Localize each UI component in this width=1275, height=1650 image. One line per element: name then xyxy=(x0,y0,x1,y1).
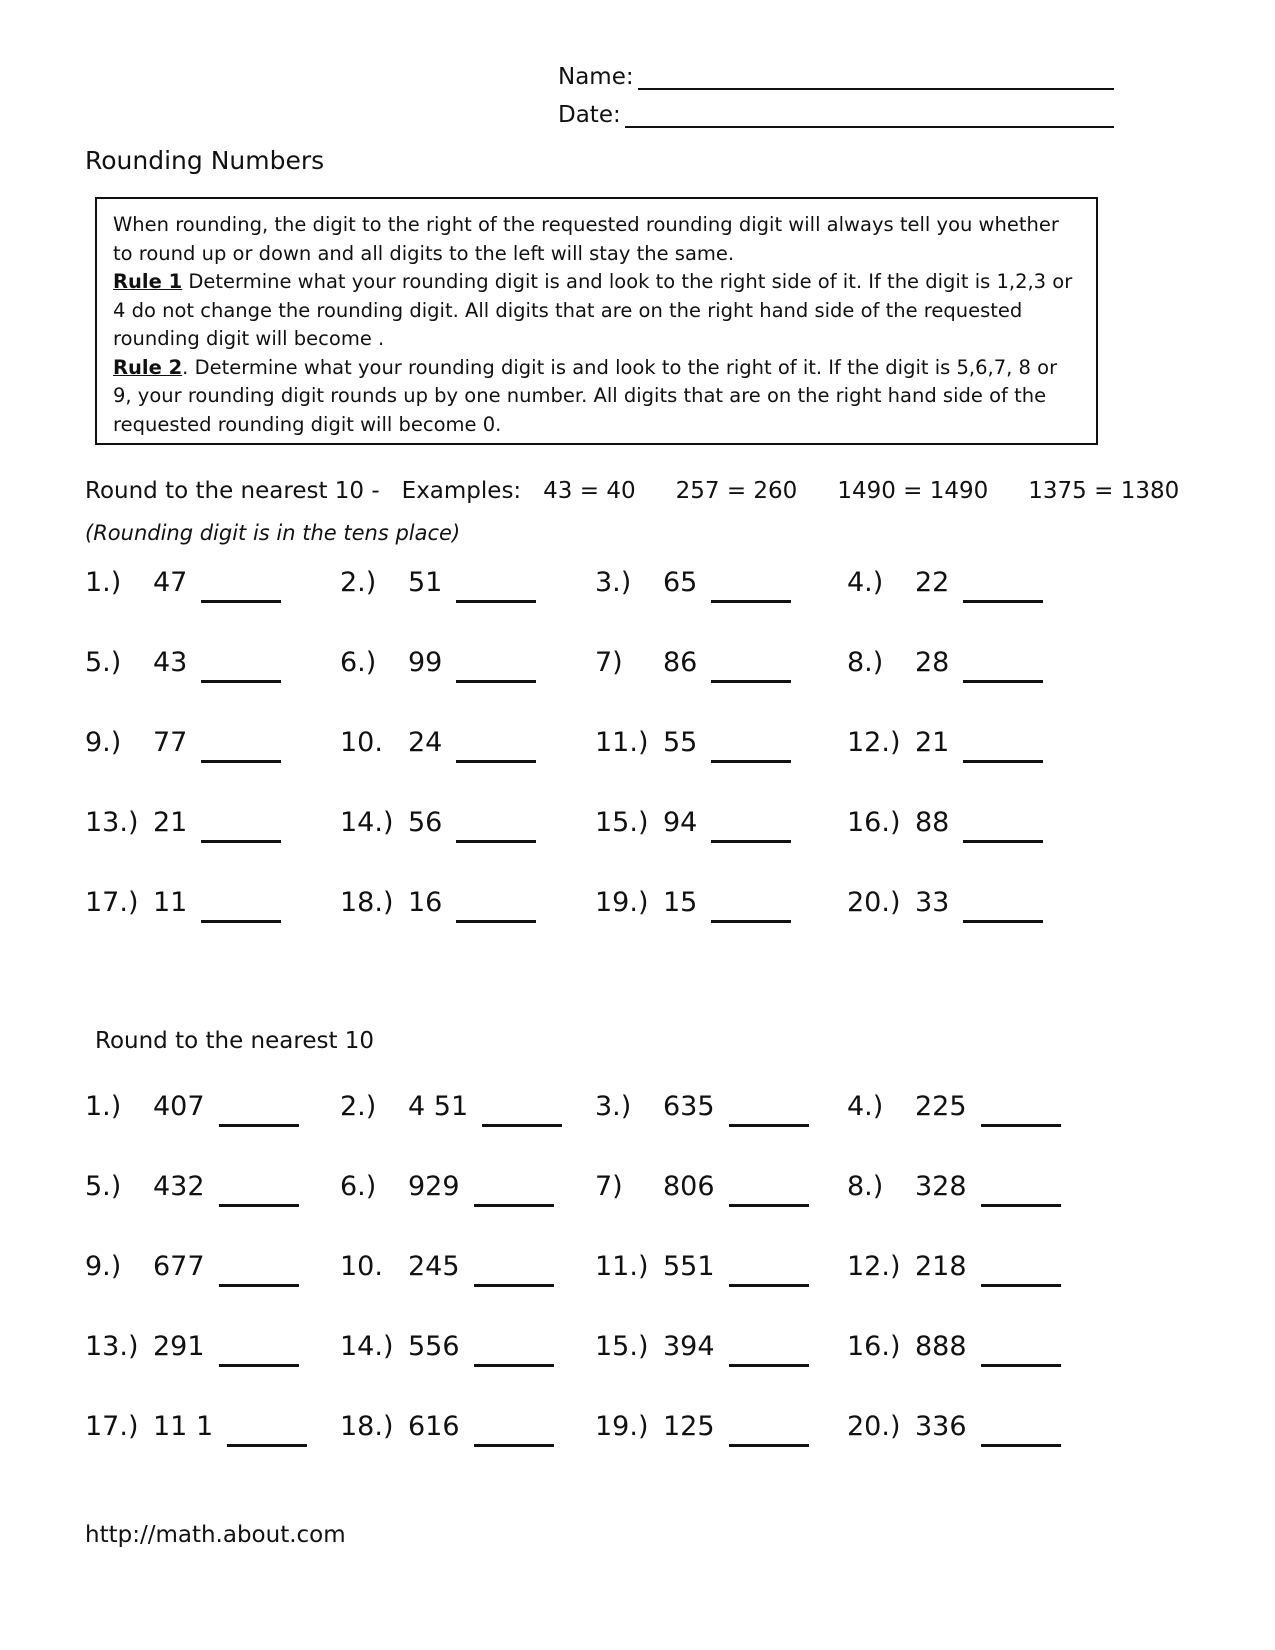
problem-item xyxy=(847,1166,1127,1202)
problem-label: 15.) xyxy=(595,1331,649,1362)
problem-label: 17.) xyxy=(85,887,139,918)
example-1: 43 = 40 xyxy=(543,478,636,504)
date-row xyxy=(558,100,1114,128)
problem-label: 9.) xyxy=(85,727,122,758)
answer-blank xyxy=(711,744,791,763)
problem-item xyxy=(595,562,847,598)
answer-blank xyxy=(729,1348,809,1367)
date-blank-line xyxy=(625,100,1114,128)
problem-label: 2.) xyxy=(340,1091,377,1122)
answer-blank xyxy=(981,1348,1061,1367)
problem-item xyxy=(595,1166,847,1202)
answer-blank xyxy=(711,664,791,683)
problem-number: 677 xyxy=(153,1251,205,1282)
problem-label: 11.) xyxy=(595,727,649,758)
problem-number: 125 xyxy=(663,1411,715,1442)
problem-label: 11.) xyxy=(595,1251,649,1282)
problem-label: 7) xyxy=(595,647,623,678)
problem-label: 7) xyxy=(595,1171,623,1202)
problem-number: 929 xyxy=(408,1171,460,1202)
problem-item xyxy=(85,1326,340,1362)
problem-label: 15.) xyxy=(595,807,649,838)
section2-problems-grid xyxy=(85,1086,1215,1442)
problem-number: 245 xyxy=(408,1251,460,1282)
problem-number: 77 xyxy=(153,727,188,758)
problem-label: 13.) xyxy=(85,1331,139,1362)
problem-item xyxy=(85,642,340,678)
answer-blank xyxy=(201,824,281,843)
problem-number: 11 1 xyxy=(153,1411,214,1442)
problem-label: 17.) xyxy=(85,1411,139,1442)
problem-number: 15 xyxy=(663,887,698,918)
problem-item xyxy=(847,642,1127,678)
rule1-text: Determine what your rounding digit is and look to the right side of it. If the digit is 1,2,3 or 4 do not change the rounding digit. All digits that are on the right hand side of the requested rounding digit will become . xyxy=(113,270,1073,350)
problem-item xyxy=(595,1246,847,1282)
date-label: Date: xyxy=(558,102,621,128)
problem-label: 6.) xyxy=(340,647,377,678)
examples-label: Examples: xyxy=(401,478,522,504)
problem-item xyxy=(340,882,595,918)
problem-number: 4 51 xyxy=(408,1091,469,1122)
problem-number: 407 xyxy=(153,1091,205,1122)
problem-item xyxy=(340,1246,595,1282)
answer-blank xyxy=(474,1268,554,1287)
problem-label: 20.) xyxy=(847,887,901,918)
problem-item xyxy=(847,1246,1127,1282)
problem-item xyxy=(847,802,1127,838)
answer-blank xyxy=(456,744,536,763)
rules-intro: When rounding, the digit to the right of the requested rounding digit will always tell you whether to round up or down and all digits to the left will stay the same. xyxy=(113,213,1059,265)
problem-item xyxy=(595,802,847,838)
answer-blank xyxy=(456,904,536,923)
problem-number: 94 xyxy=(663,807,698,838)
answer-blank xyxy=(981,1108,1061,1127)
answer-blank xyxy=(963,824,1043,843)
problem-number: 21 xyxy=(915,727,950,758)
answer-blank xyxy=(729,1428,809,1447)
problem-label: 9.) xyxy=(85,1251,122,1282)
problem-label: 12.) xyxy=(847,1251,901,1282)
problem-number: 394 xyxy=(663,1331,715,1362)
problem-number: 88 xyxy=(915,807,950,838)
problem-label: 5.) xyxy=(85,1171,122,1202)
problem-number: 55 xyxy=(663,727,698,758)
answer-blank xyxy=(981,1188,1061,1207)
problem-number: 551 xyxy=(663,1251,715,1282)
answer-blank xyxy=(963,664,1043,683)
problem-label: 3.) xyxy=(595,567,632,598)
name-blank-line xyxy=(638,62,1114,90)
answer-blank xyxy=(963,904,1043,923)
answer-blank xyxy=(201,664,281,683)
problem-item xyxy=(85,1086,340,1122)
problem-number: 635 xyxy=(663,1091,715,1122)
problem-label: 20.) xyxy=(847,1411,901,1442)
problem-label: 16.) xyxy=(847,807,901,838)
answer-blank xyxy=(201,584,281,603)
name-row xyxy=(558,62,1114,90)
answer-blank xyxy=(981,1268,1061,1287)
problem-item xyxy=(85,1246,340,1282)
problem-item xyxy=(595,722,847,758)
problem-number: 99 xyxy=(408,647,443,678)
problem-label: 19.) xyxy=(595,1411,649,1442)
problem-number: 65 xyxy=(663,567,698,598)
section1-subheading: (Rounding digit is in the tens place) xyxy=(85,521,461,545)
problem-item xyxy=(85,1166,340,1202)
answer-blank xyxy=(729,1108,809,1127)
rules-box xyxy=(95,197,1098,445)
answer-blank xyxy=(219,1348,299,1367)
problem-number: 22 xyxy=(915,567,950,598)
answer-blank xyxy=(456,584,536,603)
problem-label: 1.) xyxy=(85,567,122,598)
problem-number: 616 xyxy=(408,1411,460,1442)
example-3: 1490 = 1490 xyxy=(837,478,989,504)
problem-label: 5.) xyxy=(85,647,122,678)
problem-item xyxy=(595,1406,847,1442)
problem-label: 12.) xyxy=(847,727,901,758)
answer-blank xyxy=(963,584,1043,603)
problem-item xyxy=(595,882,847,918)
problem-item xyxy=(85,722,340,758)
rule2-label: Rule 2 xyxy=(113,355,183,379)
problem-item xyxy=(340,1326,595,1362)
section1-heading-row xyxy=(85,478,1195,504)
problem-label: 4.) xyxy=(847,1091,884,1122)
problem-label: 8.) xyxy=(847,647,884,678)
problem-number: 806 xyxy=(663,1171,715,1202)
answer-blank xyxy=(711,824,791,843)
section1-problems-grid xyxy=(85,562,1215,918)
problem-item xyxy=(595,1086,847,1122)
problem-item xyxy=(340,1086,595,1122)
page-title: Rounding Numbers xyxy=(85,146,325,175)
problem-label: 18.) xyxy=(340,887,394,918)
problem-label: 3.) xyxy=(595,1091,632,1122)
section1-heading: Round to the nearest 10 - xyxy=(85,478,380,504)
problem-item xyxy=(85,802,340,838)
answer-blank xyxy=(219,1268,299,1287)
problem-item xyxy=(847,562,1127,598)
answer-blank xyxy=(482,1108,562,1127)
answer-blank xyxy=(219,1108,299,1127)
problem-label: 13.) xyxy=(85,807,139,838)
problem-item xyxy=(847,1086,1127,1122)
source-url: http://math.about.com xyxy=(85,1522,346,1548)
problem-item xyxy=(340,642,595,678)
problem-item xyxy=(85,882,340,918)
answer-blank xyxy=(981,1428,1061,1447)
problem-number: 86 xyxy=(663,647,698,678)
problem-label: 19.) xyxy=(595,887,649,918)
section2-heading: Round to the nearest 10 xyxy=(95,1028,375,1054)
answer-blank xyxy=(474,1428,554,1447)
problem-number: 432 xyxy=(153,1171,205,1202)
answer-blank xyxy=(963,744,1043,763)
problem-label: 14.) xyxy=(340,807,394,838)
problem-number: 888 xyxy=(915,1331,967,1362)
problem-label: 8.) xyxy=(847,1171,884,1202)
problem-item xyxy=(340,722,595,758)
problem-number: 11 xyxy=(153,887,188,918)
problem-number: 218 xyxy=(915,1251,967,1282)
problem-label: 16.) xyxy=(847,1331,901,1362)
answer-blank xyxy=(456,664,536,683)
problem-number: 28 xyxy=(915,647,950,678)
answer-blank xyxy=(456,824,536,843)
example-4: 1375 = 1380 xyxy=(1028,478,1180,504)
problem-number: 336 xyxy=(915,1411,967,1442)
rule1-label: Rule 1 xyxy=(113,270,183,293)
answer-blank xyxy=(227,1428,307,1447)
problem-item xyxy=(85,562,340,598)
answer-blank xyxy=(474,1188,554,1207)
answer-blank xyxy=(711,584,791,603)
problem-number: 51 xyxy=(408,567,443,598)
problem-number: 291 xyxy=(153,1331,205,1362)
problem-label: 18.) xyxy=(340,1411,394,1442)
problem-label: 1.) xyxy=(85,1091,122,1122)
problem-item xyxy=(847,882,1127,918)
problem-number: 24 xyxy=(408,727,443,758)
problem-label: 10. xyxy=(340,1251,383,1282)
problem-item xyxy=(847,1406,1127,1442)
problem-number: 56 xyxy=(408,807,443,838)
problem-label: 2.) xyxy=(340,567,377,598)
answer-blank xyxy=(201,744,281,763)
problem-number: 225 xyxy=(915,1091,967,1122)
answer-blank xyxy=(219,1188,299,1207)
problem-item xyxy=(595,1326,847,1362)
problem-label: 4.) xyxy=(847,567,884,598)
problem-item xyxy=(340,562,595,598)
problem-number: 21 xyxy=(153,807,188,838)
problem-label: 6.) xyxy=(340,1171,377,1202)
answer-blank xyxy=(201,904,281,923)
problem-number: 47 xyxy=(153,567,188,598)
problem-number: 328 xyxy=(915,1171,967,1202)
problem-item xyxy=(847,722,1127,758)
problem-item xyxy=(847,1326,1127,1362)
name-label: Name: xyxy=(558,64,634,90)
problem-number: 16 xyxy=(408,887,443,918)
problem-label: 10. xyxy=(340,727,383,758)
answer-blank xyxy=(729,1268,809,1287)
problem-item xyxy=(340,1406,595,1442)
problem-item xyxy=(340,1166,595,1202)
problem-item xyxy=(595,642,847,678)
problem-item xyxy=(340,802,595,838)
problem-label: 14.) xyxy=(340,1331,394,1362)
problem-number: 33 xyxy=(915,887,950,918)
answer-blank xyxy=(729,1188,809,1207)
problem-item xyxy=(85,1406,340,1442)
answer-blank xyxy=(711,904,791,923)
problem-number: 556 xyxy=(408,1331,460,1362)
problem-number: 43 xyxy=(153,647,188,678)
answer-blank xyxy=(474,1348,554,1367)
example-2: 257 = 260 xyxy=(675,478,798,504)
rule2-text: . Determine what your rounding digit is and look to the right of it. If the digit is 5,6,7, 8 or 9, your rounding digit rounds up by one number. All digits that are on the right hand side of the requested rounding digit will become 0. xyxy=(113,355,1058,436)
